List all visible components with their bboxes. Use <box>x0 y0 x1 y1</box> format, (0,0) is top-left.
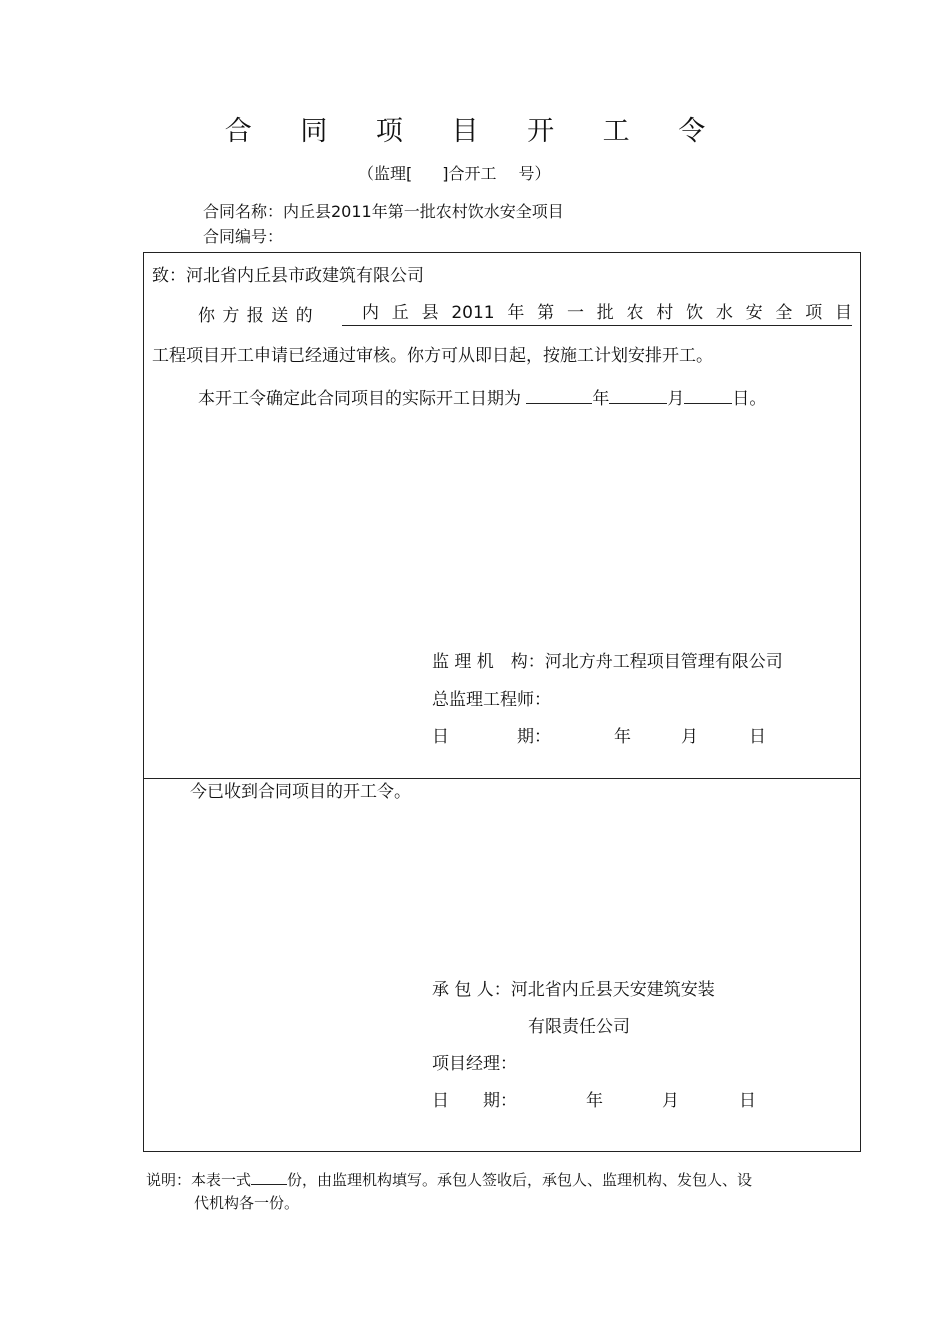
copies-blank <box>251 1171 287 1185</box>
receipt-date-label: 日 期： <box>432 1091 517 1111</box>
project-name-char: 村 <box>656 303 674 323</box>
recipient: 致：河北省内丘县市政建筑有限公司 <box>152 266 424 286</box>
supervisor-label: 监 理 机 构： <box>432 652 545 672</box>
contract-name: 合同名称：内丘县2011年第一批农村饮水安全项目 <box>203 202 564 221</box>
supervisor-date-year: 年 <box>614 727 631 747</box>
start-month-blank <box>609 387 667 404</box>
contractor-line <box>432 982 715 999</box>
project-name-char: 一 <box>566 303 584 323</box>
project-name-char: 2011 <box>451 303 495 323</box>
receipt-date-day: 日 <box>739 1091 756 1111</box>
contract-number: 合同编号： <box>203 227 284 246</box>
footer-note-line2: 代机构各一份。 <box>194 1194 300 1212</box>
project-name-char: 内 <box>362 303 379 323</box>
start-day-label: 日。 <box>732 389 767 409</box>
contractor-label: 承 包 人： <box>432 980 511 1000</box>
start-date-prefix: 本开工令确定此合同项目的实际开工日期为 <box>198 389 521 409</box>
project-manager: 项目经理： <box>432 1054 517 1074</box>
note-prefix: 说明：本表一式 <box>146 1171 252 1189</box>
supervisor-date-month: 月 <box>681 727 698 747</box>
start-day-blank <box>684 387 732 404</box>
project-name-char: 目 <box>834 303 852 323</box>
note-suffix: 份，由监理机构填写。承包人签收后，承包人、监理机构、发包人、设 <box>287 1171 753 1189</box>
footer-note-line1 <box>146 1171 752 1188</box>
project-name-char: 项 <box>805 303 823 323</box>
subtitle-mid: ]合开工 <box>442 164 497 183</box>
subtitle-prefix: （监理[ <box>358 164 413 183</box>
receipt-date-year: 年 <box>586 1091 603 1111</box>
project-name-char: 水 <box>715 303 733 323</box>
project-name-char: 批 <box>596 303 614 323</box>
project-name-char: 农 <box>626 303 644 323</box>
start-year-blank <box>526 387 592 404</box>
project-name-char: 第 <box>537 303 555 323</box>
project-name-char: 饮 <box>686 303 704 323</box>
project-name-char: 年 <box>507 303 525 323</box>
project-name-underlined <box>342 305 852 326</box>
notice-line2: 工程项目开工申请已经通过审核。你方可从即日起，按施工计划安排开工。 <box>152 346 713 366</box>
project-name-char: 全 <box>775 303 793 323</box>
chief-engineer: 总监理工程师： <box>432 690 551 710</box>
project-name-char: 安 <box>745 303 763 323</box>
supervisor-line <box>432 654 783 671</box>
supervisor-date-day: 日 <box>749 727 766 747</box>
supervisor-value: 河北方舟工程项目管理有限公司 <box>544 652 783 672</box>
project-name-char: 县 <box>421 303 439 323</box>
document-title: 合 同 项 目 开 工 令 <box>224 116 726 147</box>
start-year-label: 年 <box>592 389 610 409</box>
document-number <box>358 166 551 182</box>
receipt-date-month: 月 <box>662 1091 679 1111</box>
start-date-line <box>198 387 766 408</box>
notice-line1-prefix: 你 方 报 送 的 <box>198 306 314 326</box>
receipt-text: 今已收到合同项目的开工令。 <box>190 782 411 802</box>
contractor-value-2: 有限责任公司 <box>528 1017 630 1037</box>
section-divider <box>143 778 861 779</box>
start-month-label: 月 <box>667 389 685 409</box>
subtitle-suffix: 号） <box>518 164 551 183</box>
project-name-char: 丘 <box>391 303 409 323</box>
contractor-value-1: 河北省内丘县天安建筑安装 <box>510 980 715 1000</box>
supervisor-date-label: 日 期： <box>432 727 551 747</box>
